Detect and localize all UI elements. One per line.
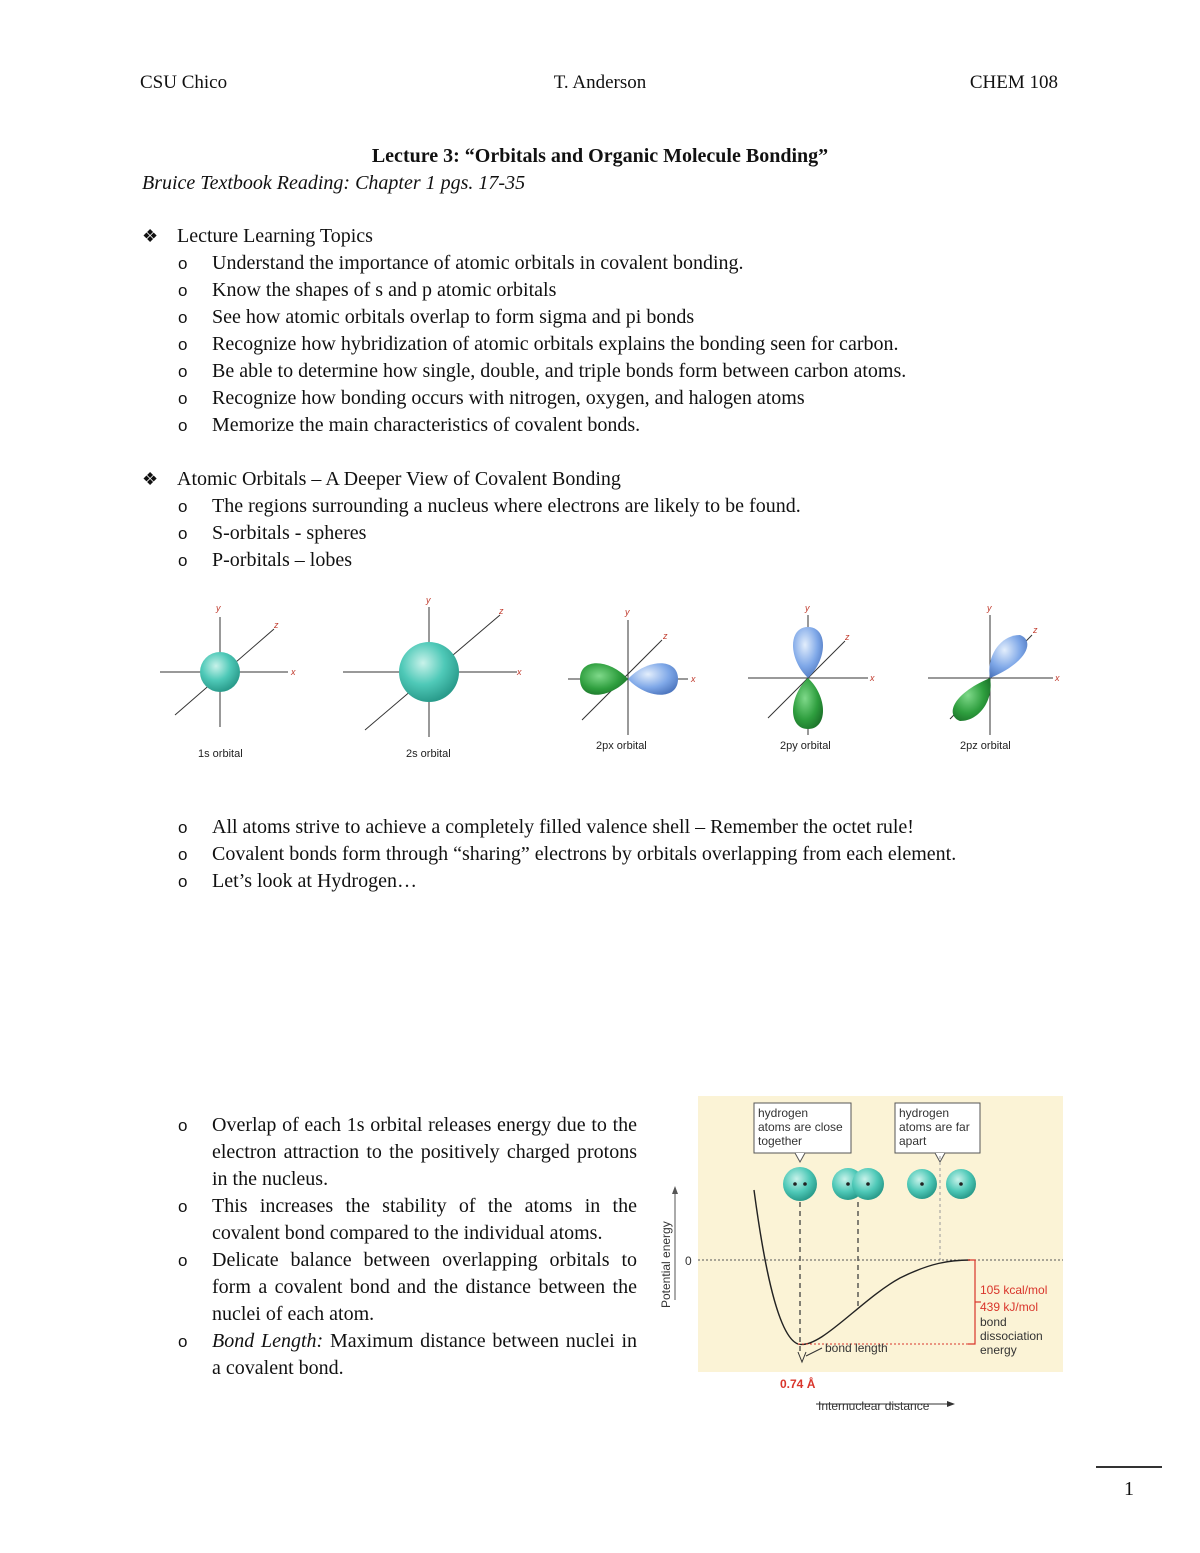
circle-bullet-icon: o — [178, 497, 188, 516]
svg-text:bond: bond — [980, 1315, 1007, 1329]
list-item — [142, 277, 1060, 304]
hydrogen-atoms-close — [783, 1167, 817, 1201]
list-item-text: This increases the stability of the atoms in the covalent bond compared to the individual atoms. — [212, 1195, 637, 1244]
orbital-label: 2px orbital — [596, 740, 647, 752]
list-item — [142, 868, 1060, 895]
diamond-bullet-icon: ❖ — [142, 226, 159, 246]
list-item — [142, 841, 1060, 868]
orbital-shapes-figure — [150, 595, 1070, 770]
svg-text:energy: energy — [980, 1343, 1017, 1357]
list-item — [142, 1247, 637, 1328]
header-instructor: T. Anderson — [553, 72, 647, 93]
svg-text:y: y — [987, 603, 992, 613]
y-axis-label: Potential energy — [659, 1221, 673, 1308]
svg-text:x: x — [291, 667, 296, 677]
orbital-2px — [568, 607, 696, 752]
orbital-2s — [343, 595, 522, 760]
list-item-text: All atoms strive to achieve a completely filled valence shell – Remember the octet rule! — [212, 816, 914, 838]
circle-bullet-icon: o — [178, 845, 188, 864]
circle-bullet-icon: o — [178, 1251, 188, 1270]
list-item-text: Covalent bonds form through “sharing” electrons by orbitals overlapping from each element. — [212, 843, 957, 865]
section-heading-text: Atomic Orbitals – A Deeper View of Covalent Bonding — [177, 468, 621, 490]
zero-label: 0 — [685, 1254, 692, 1268]
energy-svg — [650, 1090, 1065, 1420]
orbital-label: 2py orbital — [780, 740, 831, 752]
list-item — [142, 331, 1060, 358]
svg-text:x: x — [517, 667, 522, 677]
circle-bullet-icon: o — [178, 524, 188, 543]
orbital-2pz — [928, 603, 1060, 752]
svg-text:y: y — [625, 607, 630, 617]
svg-text:atoms are far: atoms are far — [899, 1120, 970, 1134]
svg-text:z: z — [499, 606, 504, 616]
x-axis-label: Internuclear distance — [818, 1399, 930, 1413]
circle-bullet-icon: o — [178, 389, 188, 408]
header-course: CSU Chico — [140, 72, 228, 93]
potential-energy-figure — [650, 1090, 1065, 1420]
bde-kcal: 105 kcal/mol — [980, 1283, 1048, 1297]
callout-close — [754, 1103, 851, 1162]
svg-text:together: together — [758, 1134, 803, 1148]
svg-text:hydrogen: hydrogen — [758, 1106, 809, 1120]
list-item — [142, 547, 1060, 574]
orbital-label: 2pz orbital — [960, 740, 1011, 752]
list-item — [142, 1328, 637, 1382]
svg-text:y: y — [426, 595, 431, 605]
list-item-text: Understand the importance of atomic orbitals in covalent bonding. — [212, 252, 744, 274]
list-item-text: Recognize how hybridization of atomic orbitals explains the bonding seen for carbon. — [212, 333, 899, 355]
svg-text:dissociation: dissociation — [980, 1329, 1043, 1343]
orbital-1s — [160, 603, 296, 760]
bde-kj: 439 kJ/mol — [980, 1300, 1039, 1314]
bond-length-label: bond length — [825, 1341, 888, 1355]
bond-length-term: Bond Length: — [212, 1330, 324, 1352]
section-heading — [142, 223, 1060, 250]
svg-text:x: x — [1055, 673, 1060, 683]
bond-length-value: 0.74 Å — [780, 1377, 816, 1391]
list-item-text: Delicate balance between overlapping orbitals to form a covalent bond and the distance between the nuclei of each atom. — [212, 1249, 637, 1325]
svg-text:hydrogen: hydrogen — [899, 1106, 950, 1120]
section-heading-text: Lecture Learning Topics — [177, 225, 373, 247]
orbital-label: 1s orbital — [198, 748, 243, 760]
hydrogen-atoms-bonding — [832, 1168, 884, 1200]
svg-text:x: x — [691, 674, 696, 684]
reading-assignment: Bruice Textbook Reading: Chapter 1 pgs. 17-35 — [142, 172, 526, 194]
header-class-code: CHEM 108 — [969, 72, 1058, 93]
orbital-label: 2s orbital — [406, 748, 451, 760]
callout-far — [895, 1103, 980, 1162]
list-item — [142, 385, 1060, 412]
section-atomic-orbitals — [142, 466, 1060, 574]
svg-text:z: z — [845, 632, 850, 642]
list-item-text: Maximum distance between nuclei in a covalent bond. — [212, 1330, 637, 1379]
circle-bullet-icon: o — [178, 872, 188, 891]
circle-bullet-icon: o — [178, 281, 188, 300]
list-item-text: Be able to determine how single, double, and triple bonds form between carbon atoms. — [212, 360, 907, 382]
svg-text:x: x — [870, 673, 875, 683]
svg-text:apart: apart — [899, 1134, 927, 1148]
list-item-text: Overlap of each 1s orbital releases energy due to the electron attraction to the positively charged protons in the nucleus. — [212, 1114, 637, 1190]
list-item-text: See how atomic orbitals overlap to form sigma and pi bonds — [212, 306, 695, 328]
circle-bullet-icon: o — [178, 308, 188, 327]
svg-text:atoms are close: atoms are close — [758, 1120, 843, 1134]
svg-text:y: y — [805, 603, 810, 613]
diamond-bullet-icon: ❖ — [142, 469, 159, 489]
circle-bullet-icon: o — [178, 818, 188, 837]
svg-text:z: z — [663, 631, 668, 641]
circle-bullet-icon: o — [178, 1116, 188, 1135]
svg-text:z: z — [1033, 625, 1038, 635]
svg-text:y: y — [216, 603, 221, 613]
page-title: Lecture 3: “Orbitals and Organic Molecule Bonding” — [371, 145, 829, 167]
svg-text:z: z — [274, 620, 279, 630]
list-item — [142, 1112, 637, 1193]
list-item — [142, 304, 1060, 331]
list-item — [142, 250, 1060, 277]
list-item — [142, 520, 1060, 547]
circle-bullet-icon: o — [178, 1332, 188, 1351]
circle-bullet-icon: o — [178, 362, 188, 381]
list-item-text: Let’s look at Hydrogen… — [212, 870, 417, 892]
circle-bullet-icon: o — [178, 416, 188, 435]
page-number-rule — [1096, 1466, 1162, 1468]
circle-bullet-icon: o — [178, 1197, 188, 1216]
circle-bullet-icon: o — [178, 335, 188, 354]
list-item — [142, 1193, 637, 1247]
octet-list — [142, 814, 1060, 895]
list-item — [142, 493, 1060, 520]
list-item — [142, 412, 1060, 439]
list-item-text: The regions surrounding a nucleus where electrons are likely to be found. — [212, 495, 801, 517]
list-item — [142, 814, 1060, 841]
list-item-text: Know the shapes of s and p atomic orbitals — [212, 279, 557, 301]
list-item-text: Memorize the main characteristics of covalent bonds. — [212, 414, 641, 436]
section-heading — [142, 466, 1060, 493]
section-learning-topics — [142, 223, 1060, 439]
list-item — [142, 358, 1060, 385]
list-item-text: P-orbitals – lobes — [212, 549, 352, 571]
orbital-2py — [748, 603, 875, 752]
circle-bullet-icon: o — [178, 551, 188, 570]
bond-energy-list — [142, 1112, 637, 1382]
list-item-text: Recognize how bonding occurs with nitrogen, oxygen, and halogen atoms — [212, 387, 805, 409]
page-number: 1 — [1124, 1478, 1134, 1500]
circle-bullet-icon: o — [178, 254, 188, 273]
orbitals-svg — [150, 595, 1070, 770]
list-item-text: S-orbitals - spheres — [212, 522, 367, 544]
